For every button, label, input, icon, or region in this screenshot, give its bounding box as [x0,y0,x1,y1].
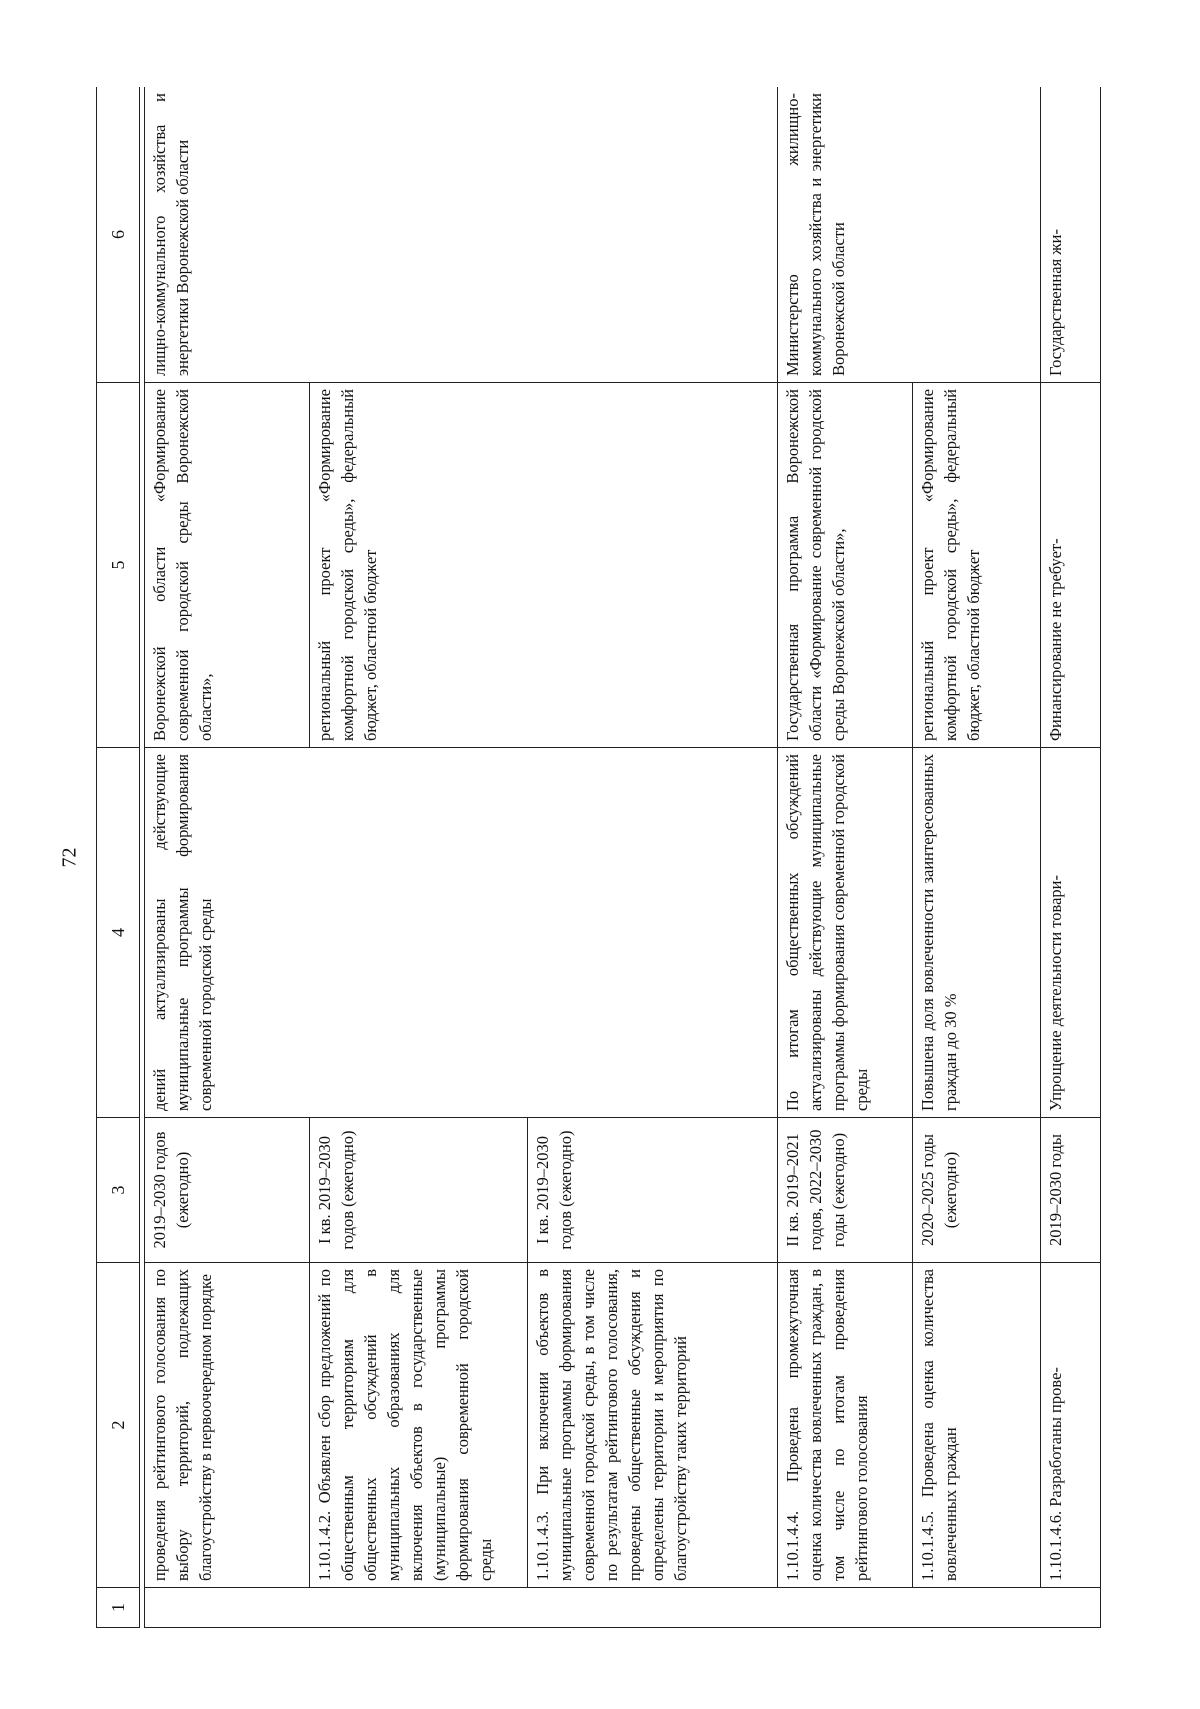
header-col-2: 2 [97,1263,140,1588]
responsible-cell: лищно-коммунального хозяйства и энергетики Воронежской области [145,87,778,383]
measure-cell: 1.10.1.4.5. Проведена оценка количества вовлеченных граждан [913,1263,1041,1588]
funding-cell: региональный проект «Формирование комфортной городской среды», федеральный бюджет, областной бюджет [913,383,1041,748]
funding-cell: Финансирование не требует- [1041,383,1101,748]
header-col-3: 3 [97,1118,140,1263]
funding-cell: Воронежской области «Формирование современной городской среды Воронежской области», [145,383,310,748]
header-col-1: 1 [97,1588,140,1628]
page-number: 72 [58,847,81,868]
table-container [96,87,1105,1628]
header-col-6: 6 [97,87,140,383]
period-cell: I кв. 2019–2030 годов (ежегодно) [528,1118,778,1263]
period-cell: 2019–2030 годов (ежегодно) [145,1118,310,1263]
result-cell: Повышена доля вовлеченности заинтересованных граждан до 30 % [913,748,1041,1118]
responsible-cell: Государственная жи- [1041,87,1101,383]
header-col-4: 4 [97,748,140,1118]
table-row [778,87,913,1628]
responsible-cell: Министерство жилищно-коммунального хозяйства и энергетики Воронежской области [778,87,1041,383]
funding-cell: Государственная программа Воронежской области «Формирование современной городской среды Воронежской области», [778,383,913,748]
funding-cell: региональный проект «Формирование комфортной городской среды», федеральный бюджет, областной бюджет [310,383,778,748]
period-cell: I кв. 2019–2030 годов (ежегодно) [310,1118,528,1263]
result-cell: Упрощение деятельности товари- [1041,748,1101,1118]
measure-cell: 1.10.1.4.3. При включении объектов в муниципальные программы формирования современной городской среды, в том числе по результатам рейтингового голосования, проведены общественные обсуждения и определены территории и мероприятия по благоустройству таких территорий [528,1263,778,1588]
table-row [145,87,310,1628]
measure-cell: 1.10.1.4.2. Объявлен сбор предложений по общественным территориям для общественных обсуждений в муниципальных образованиях для включения объектов в государственные (муниципальные) программы формирования современной городской среды [310,1263,528,1588]
period-cell: II кв. 2019–2021 годов, 2022–2030 годы (ежегодно) [778,1118,913,1263]
rotated-table-frame [96,87,1105,1628]
table-row [1041,87,1101,1628]
measure-cell: проведения рейтингового голосования по выбору территорий, подлежащих благоустройству в первоочередном порядке [145,1263,310,1588]
header-col-5: 5 [97,383,140,748]
row-number-cell [145,1588,1101,1628]
program-table [96,87,1101,1628]
header-row [97,87,140,1628]
result-cell: По итогам общественных обсуждений актуализированы действующие муниципальные программы формирования современной городской среды [778,748,913,1118]
result-cell: дений актуализированы действующие муниципальные программы формирования современной городской среды [145,748,778,1118]
period-cell: 2019–2030 годы [1041,1118,1101,1263]
period-cell: 2020–2025 годы (ежегодно) [913,1118,1041,1263]
measure-cell: 1.10.1.4.6. Разработаны прове- [1041,1263,1101,1588]
measure-cell: 1.10.1.4.4. Проведена промежуточная оценка количества вовлеченных граждан, в том числе по итогам проведения рейтингового голосования [778,1263,913,1588]
